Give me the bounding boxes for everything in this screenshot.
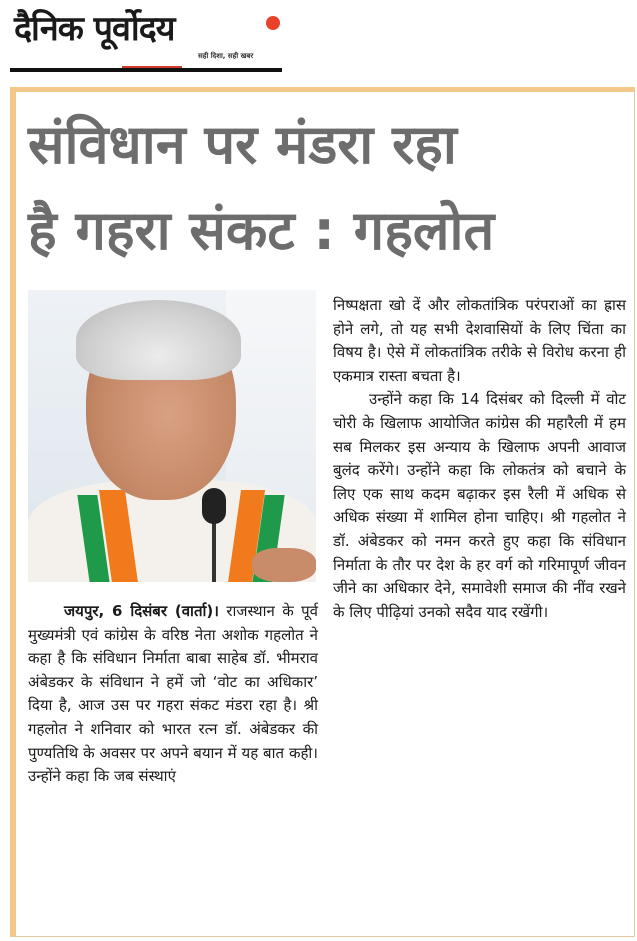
newspaper-tagline: सही दिशा, सही खबर xyxy=(198,52,254,60)
masthead-rule xyxy=(10,68,282,72)
microphone-icon xyxy=(202,488,226,524)
microphone-stand xyxy=(212,520,216,582)
headline-line-2: है गहरा संकट : गहलोत xyxy=(28,199,495,262)
dateline: जयपुर, 6 दिसंबर (वार्ता)। xyxy=(64,602,219,620)
paragraph-continued: निष्पक्षता खो दें और लोकतांत्रिक परंपराओं का ह्रास होने लगे, तो यह सभी देशवासियों के लिए चिंता का विषय है। ऐसे में लोकतांत्रिक तरीके से विरोध करना ही एकमात्र रास्ता बचता है। xyxy=(333,296,626,385)
article-headline xyxy=(28,102,628,274)
photo-person-hand xyxy=(252,548,316,582)
paragraph-1: राजस्थान के पूर्व मुख्यमंत्री एवं कांग्रेस के वरिष्ठ नेता अशोक गहलोत ने कहा है कि संविधान निर्माता बाबा साहेब डॉ. भीमराव अंबेडकर के संविधान ने हमें जो ‘वोट का अधिकार’ दिया है, आज उस पर गहरा संकट मंडरा रहा है। श्री गहलोत ने शनिवार को भारत रत्न डॉ. अंबेडकर की पुण्यतिथि के अवसर पर अपने बयान में यह बात कही। उन्होंने कहा कि जब संस्थाएं xyxy=(28,602,318,786)
newspaper-name: दैनिक पूर्वोदय xyxy=(14,9,175,49)
masthead xyxy=(10,4,290,72)
article-column-left xyxy=(28,600,318,789)
article-column-right xyxy=(333,294,626,624)
photo-person-hair xyxy=(76,300,241,380)
headline-line-1: संविधान पर मंडरा रहा xyxy=(28,113,457,176)
article-photo xyxy=(28,290,316,582)
paragraph-2: उन्होंने कहा कि 14 दिसंबर को दिल्ली में वोट चोरी के खिलाफ आयोजित कांग्रेस की महारैली में हम सब मिलकर इस अन्याय के खिलाफ अपनी आवाज बुलंद करेंगे। उन्होंने कहा कि लोकतंत्र को बचाने के लिए एक साथ कदम बढ़ाकर इस रैली में अधिक से अधिक संख्या में शामिल होना चाहिए। श्री गहलोत ने डॉ. अंबेडकर को नमन करते हुए कहा कि संविधान निर्माता के तौर पर देश के हर वर्ग को गरिमापूर्ण जीवन जीने का अधिकार देने, समावेशी समाज की नींव रखने के लिए पीढ़ियां उनको सदैव याद रखेंगी। xyxy=(333,390,626,621)
logo-dot-icon xyxy=(266,16,280,30)
